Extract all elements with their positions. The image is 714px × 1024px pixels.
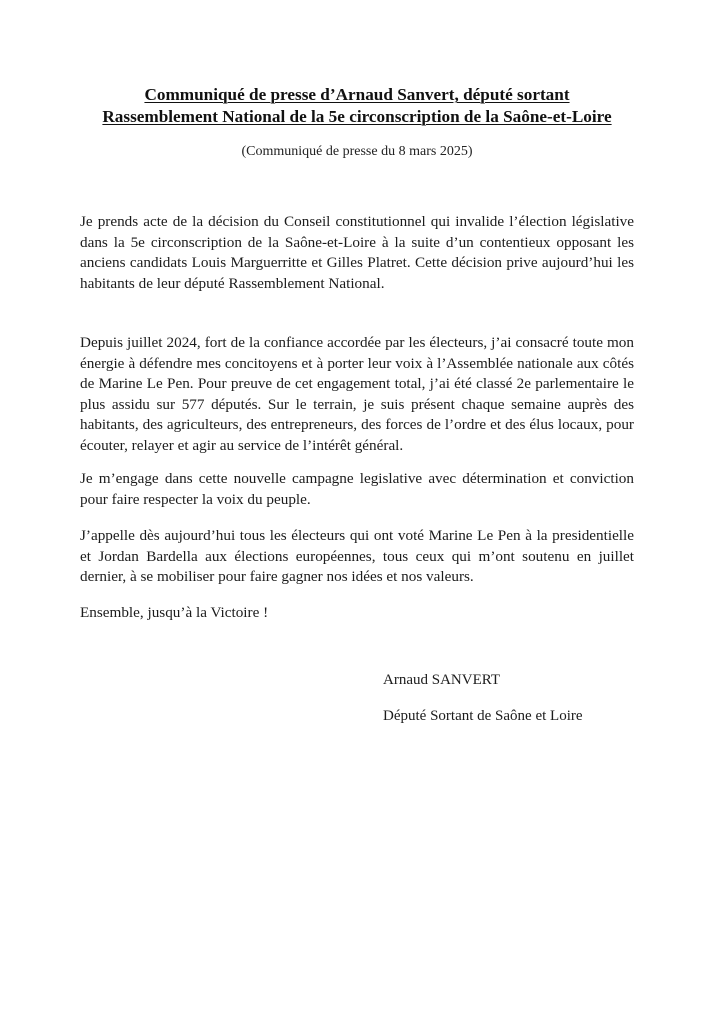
closing-line: Ensemble, jusqu’à la Victoire ! xyxy=(80,604,269,621)
press-release-date: (Communiqué de presse du 8 mars 2025) xyxy=(241,144,473,159)
paragraph-1: Je prends acte de la décision du Conseil constitutionnel qui invalide l’élection législative dans la 5e circonscription de la Saône-et-Loire à la suite d’un contentieux opposant les anciens candidats Louis Marguerritte et Gilles Platret. Cette décision prive aujourd’hui les habitants de leur député Rassemblement National. xyxy=(80,213,634,292)
title-line-2: Rassemblement National de la 5e circonscription de la Saône-et-Loire xyxy=(102,107,612,126)
paragraph-4: J’appelle dès aujourd’hui tous les électeurs qui ont voté Marine Le Pen à la presidentielle et Jordan Bardella aux élections européennes, tous ceux qui m’ont soutenu en juillet dernier, à se mobiliser pour faire gagner nos idées et nos valeurs. xyxy=(80,527,634,586)
press-release-title xyxy=(0,84,714,128)
title-line-1: Communiqué de presse d’Arnaud Sanvert, député sortant xyxy=(144,85,570,104)
paragraph-2: Depuis juillet 2024, fort de la confiance accordée par les électeurs, j’ai consacré toute mon énergie à défendre mes concitoyens et à porter leur voix à l’Assemblée nationale aux côtés de Marine Le Pen. Pour preuve de cet engagement total, j’ai été classé 2e parlementaire le plus assidu sur 577 députés. Sur le terrain, je suis présent chaque semaine auprès des habitants, des agriculteurs, des entrepreneurs, des forces de l’ordre et des élus locaux, pour écouter, relayer et agir au service de l’intérêt général. xyxy=(80,334,634,454)
signature-name: Arnaud SANVERT xyxy=(383,672,501,688)
paragraph-3: Je m’engage dans cette nouvelle campagne legislative avec détermination et conviction pour faire respecter la voix du peuple. xyxy=(80,470,634,508)
signature-role: Député Sortant de Saône et Loire xyxy=(383,708,583,724)
